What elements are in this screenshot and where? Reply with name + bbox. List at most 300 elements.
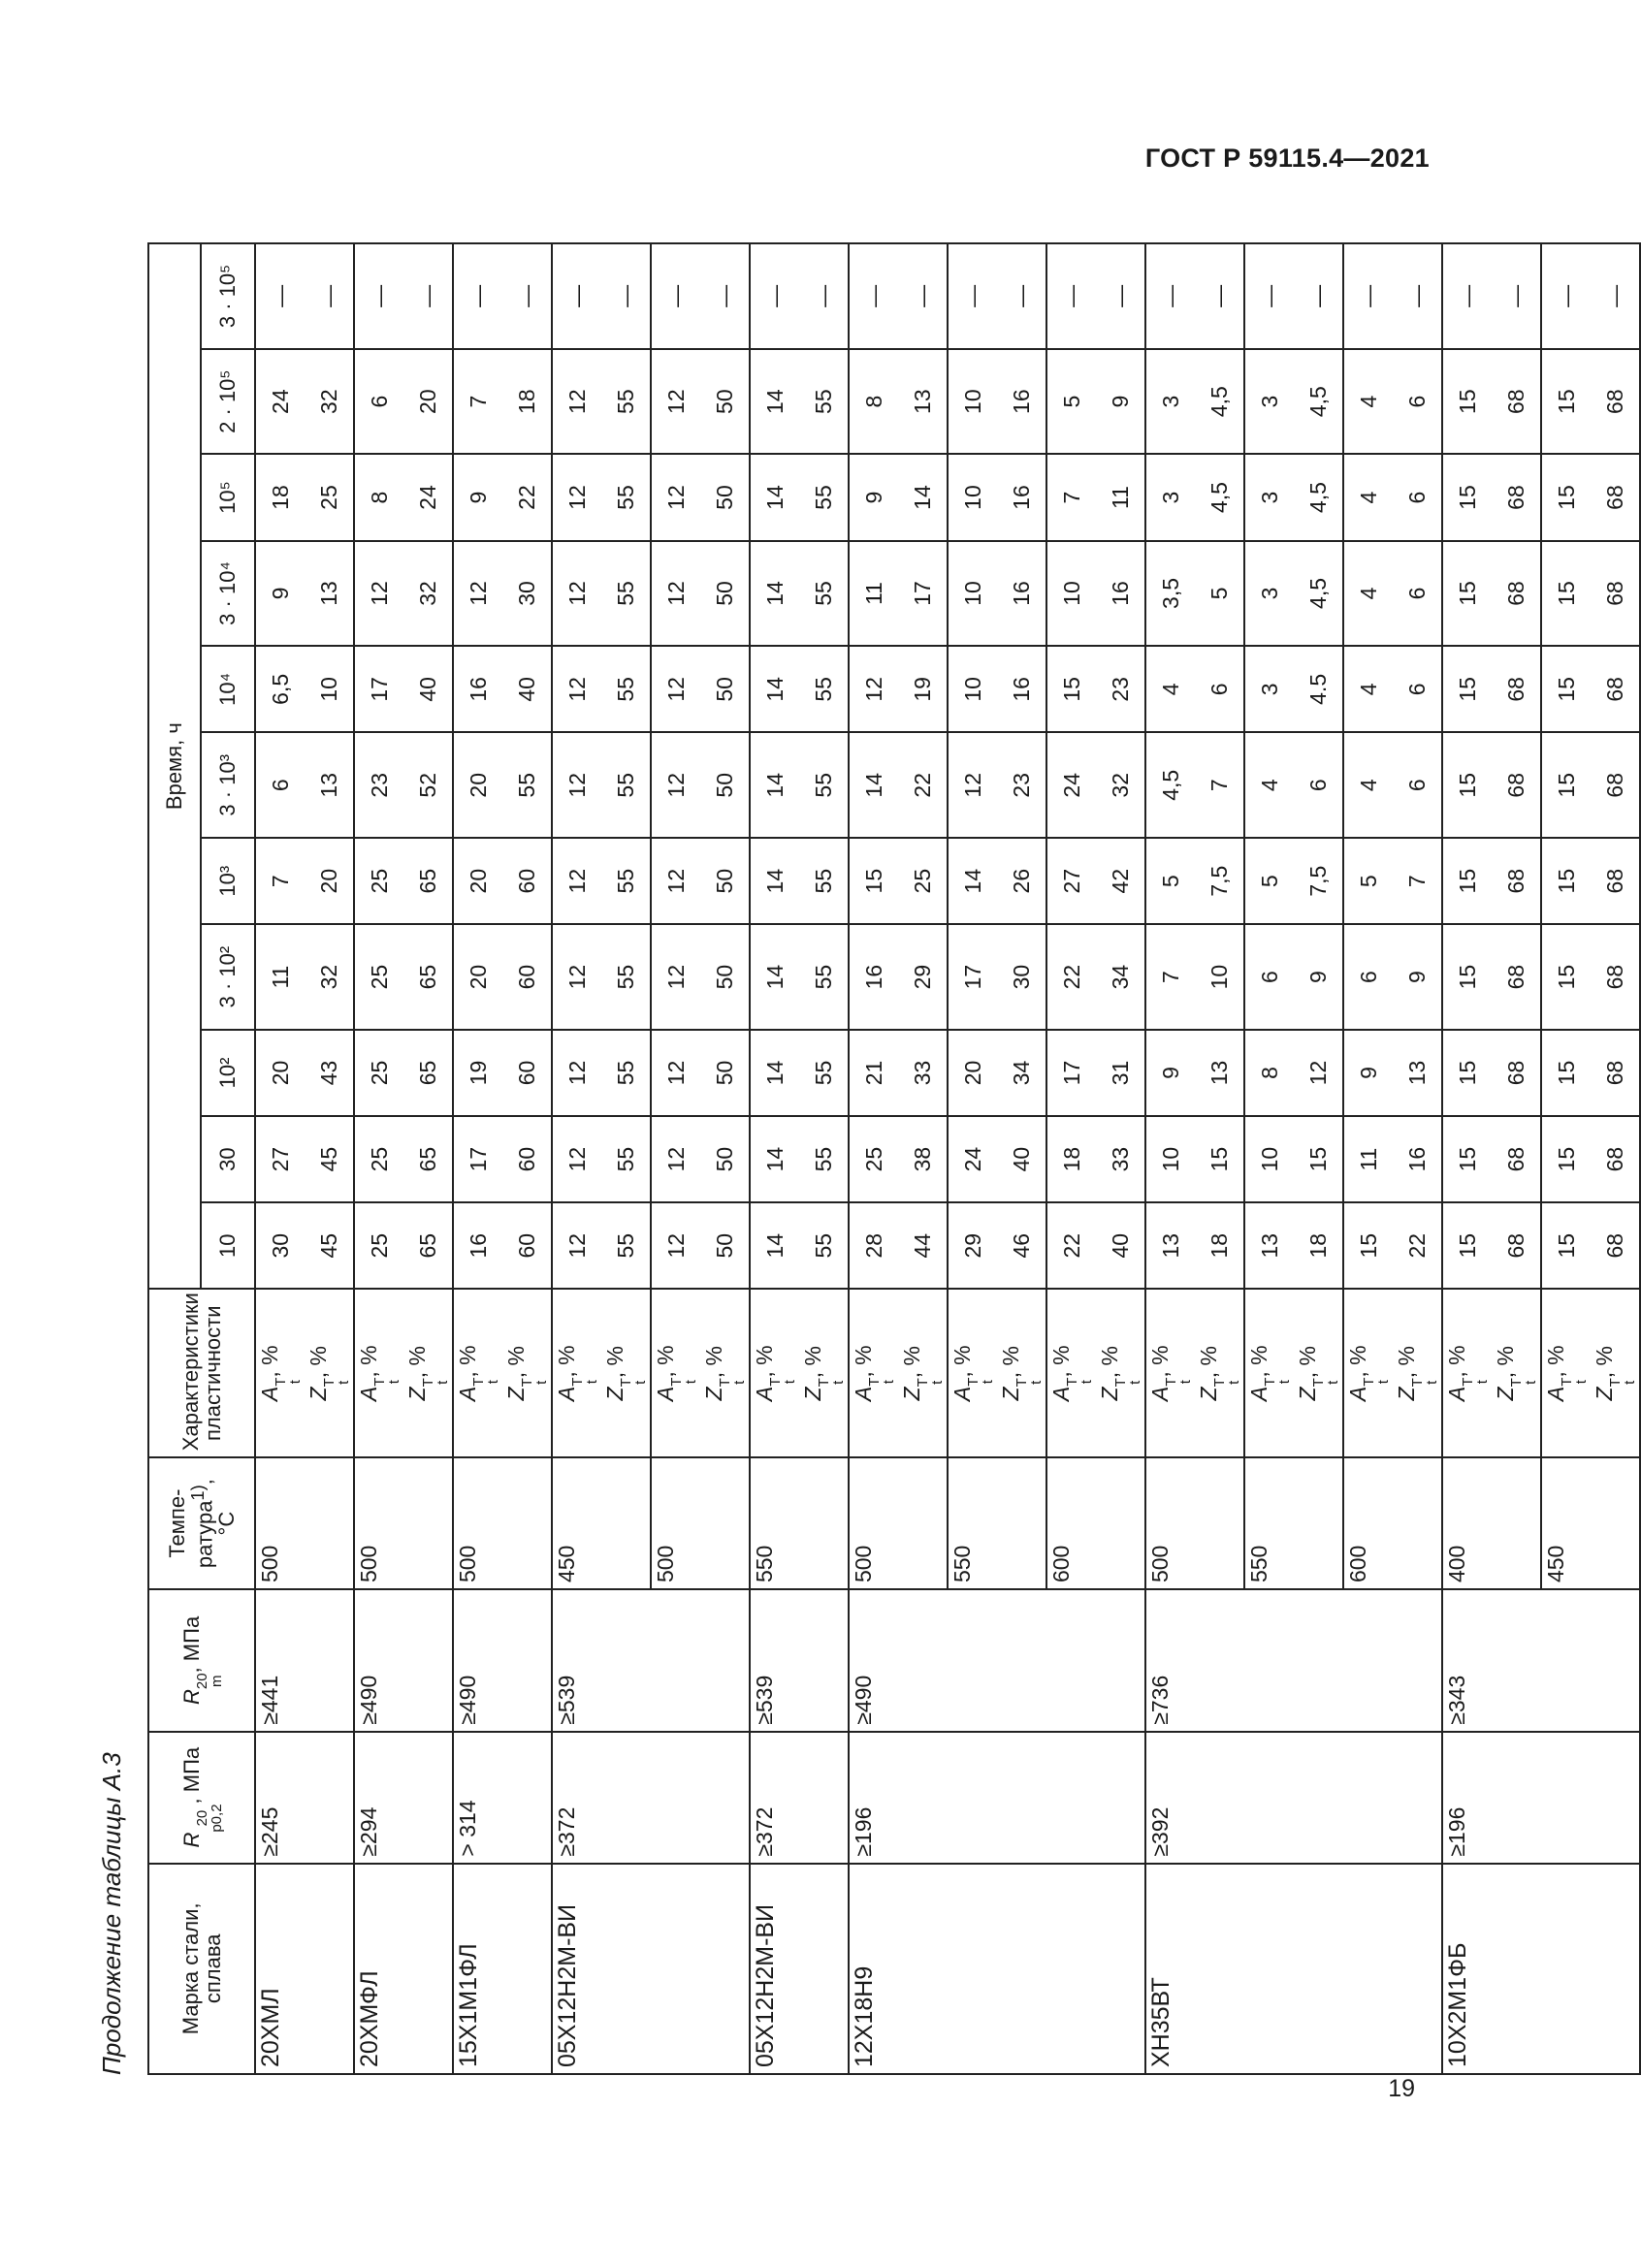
cell-a-value: 28 (849, 1202, 898, 1289)
cell-a-value: 10 (948, 541, 997, 647)
cell-z-value: 6 (1393, 732, 1442, 838)
cell-z-value: 60 (502, 1116, 552, 1202)
cell-a-value: 4 (1145, 646, 1195, 732)
time-header-7: 3 · 10⁴ (201, 541, 255, 647)
time-header-4: 10³ (201, 838, 255, 924)
cell-z-value: 68 (1492, 924, 1541, 1030)
cell-a-value: 14 (750, 732, 799, 838)
cell-z-value: 6 (1393, 349, 1442, 455)
cell-a-label: A T t , % (1244, 1289, 1294, 1457)
cell-z-value: 9 (1393, 924, 1442, 1030)
cell-z-value: 16 (997, 646, 1046, 732)
cell-grade: 12Х18Н9 (849, 1864, 948, 2074)
cell-a-value: 25 (354, 924, 403, 1030)
cell-a-value: 15 (1442, 454, 1492, 540)
cell-a-value: 15 (1541, 924, 1591, 1030)
col-plasticity-header: Характеристики пластичности (148, 1289, 255, 1457)
table-row (453, 243, 502, 2074)
cell-z-value: 25 (305, 454, 354, 540)
cell-a-value: 15 (1442, 1030, 1492, 1116)
cell-a-value: 17 (354, 646, 403, 732)
cell-a-value: 15 (1541, 1030, 1591, 1116)
cell-z-value: 68 (1492, 1116, 1541, 1202)
z-symbol: Z T t (503, 1378, 550, 1401)
table-row (750, 243, 799, 2074)
cell-z-value: 6 (1294, 732, 1343, 838)
cell-z-value: 68 (1492, 1030, 1541, 1116)
cell-rm: ≥441 (255, 1589, 354, 1732)
cell-a-value: 6 (255, 732, 305, 838)
cell-z-value: 20 (305, 838, 354, 924)
cell-a-value: 4 (1343, 541, 1393, 647)
cell-a-value: 12 (552, 1116, 601, 1202)
cell-a-label: A T t , % (849, 1289, 898, 1457)
cell-z-value: 16 (997, 541, 1046, 647)
cell-rp: > 314 (453, 1732, 552, 1864)
cell-z-value: 68 (1492, 541, 1541, 647)
cell-z-value: 23 (1096, 646, 1145, 732)
time-header-3: 3 · 10² (201, 924, 255, 1030)
cell-z-value: 5 (1195, 541, 1244, 647)
time-header-2: 10² (201, 1030, 255, 1116)
a-symbol: A T t (1345, 1377, 1392, 1402)
cell-a-value: 15 (1442, 541, 1492, 647)
cell-z-value: 68 (1591, 1030, 1640, 1116)
cell-z-value: 13 (898, 349, 948, 455)
cell-a-value: 23 (354, 732, 403, 838)
cell-z-value: 30 (502, 541, 552, 647)
cell-z-value: 12 (1294, 1030, 1343, 1116)
cell-temp: 500 (354, 1457, 453, 1589)
cell-a-value: — (1046, 243, 1096, 349)
a-symbol: A T t (1246, 1377, 1293, 1402)
cell-z-value: 33 (898, 1030, 948, 1116)
cell-a-value: 24 (948, 1116, 997, 1202)
cell-temp: 500 (255, 1457, 354, 1589)
col-rp-header: R 20 p0,2 , МПа (148, 1732, 255, 1864)
cell-z-value: 50 (700, 349, 750, 455)
cell-z-value: 68 (1591, 454, 1640, 540)
cell-z-label: Z T t , % (700, 1289, 750, 1457)
cell-z-value: 68 (1492, 454, 1541, 540)
cell-a-value: 15 (1541, 349, 1591, 455)
cell-a-value: 7 (453, 349, 502, 455)
cell-z-value: 16 (1096, 541, 1145, 647)
cell-z-value: 50 (700, 1116, 750, 1202)
a-symbol: A T t (851, 1377, 897, 1402)
cell-temp: 550 (1244, 1457, 1343, 1589)
cell-z-value: 68 (1591, 349, 1640, 455)
cell-z-value: 13 (305, 541, 354, 647)
cell-z-value: 13 (1393, 1030, 1442, 1116)
cell-z-value: 22 (898, 732, 948, 838)
cell-rp (1343, 1732, 1442, 1864)
cell-grade: ХН35ВТ (1145, 1864, 1244, 2074)
cell-a-value: 12 (948, 732, 997, 838)
cell-a-value: 16 (453, 646, 502, 732)
cell-a-label: A T t , % (255, 1289, 305, 1457)
cell-a-value: — (1541, 243, 1591, 349)
z-symbol: Z T t (1295, 1378, 1341, 1401)
cell-z-value: — (1195, 243, 1244, 349)
cell-grade (1343, 1864, 1442, 2074)
cell-grade: 10Х2М1ФБ (1442, 1864, 1541, 2074)
cell-a-value: 11 (255, 924, 305, 1030)
cell-z-value: 45 (305, 1202, 354, 1289)
cell-a-value: 3 (1244, 646, 1294, 732)
cell-z-value: 50 (700, 838, 750, 924)
col-rm-header: R 20 m , МПа (148, 1589, 255, 1732)
cell-a-value: 14 (750, 646, 799, 732)
cell-a-value: 8 (1244, 1030, 1294, 1116)
a-symbol: A T t (752, 1377, 798, 1402)
a-symbol: A T t (1543, 1377, 1590, 1402)
time-group-header: Время, ч (148, 243, 201, 1289)
z-symbol: Z T t (306, 1378, 352, 1401)
cell-a-value: 12 (651, 1202, 700, 1289)
z-symbol: Z T t (1097, 1378, 1143, 1401)
cell-a-value: 5 (1145, 838, 1195, 924)
cell-grade: 15Х1М1ФЛ (453, 1864, 552, 2074)
cell-a-value: 4 (1343, 646, 1393, 732)
cell-a-value: 15 (1541, 1202, 1591, 1289)
cell-z-value: 14 (898, 454, 948, 540)
cell-z-value: 4,5 (1195, 454, 1244, 540)
a-symbol: A T t (1444, 1377, 1491, 1402)
cell-a-value: 12 (651, 732, 700, 838)
cell-z-value: 40 (502, 646, 552, 732)
cell-z-value: 4,5 (1294, 349, 1343, 455)
cell-z-value: 68 (1492, 732, 1541, 838)
a-symbol: A T t (455, 1377, 501, 1402)
cell-a-value: — (453, 243, 502, 349)
cell-rm (1244, 1589, 1343, 1732)
cell-rp (948, 1732, 1046, 1864)
cell-z-label: Z T t , % (601, 1289, 651, 1457)
cell-z-value: 55 (799, 838, 849, 924)
cell-rp: ≥294 (354, 1732, 453, 1864)
cell-a-value: 3,5 (1145, 541, 1195, 647)
cell-grade (1541, 1864, 1640, 2074)
cell-a-value: 7 (1046, 454, 1096, 540)
cell-grade (948, 1864, 1046, 2074)
cell-a-value: 7 (255, 838, 305, 924)
time-header-9: 2 · 10⁵ (201, 349, 255, 455)
cell-rp: ≥196 (1442, 1732, 1541, 1864)
cell-z-value: 50 (700, 454, 750, 540)
cell-a-value: 6 (1343, 924, 1393, 1030)
cell-a-value: 12 (552, 646, 601, 732)
cell-z-label: Z T t , % (1195, 1289, 1244, 1457)
cell-z-value: 16 (997, 349, 1046, 455)
cell-z-value: 15 (1294, 1116, 1343, 1202)
cell-a-value: 4 (1343, 454, 1393, 540)
cell-z-value: 23 (997, 732, 1046, 838)
cell-temp: 600 (1046, 1457, 1145, 1589)
cell-a-value: 16 (849, 924, 898, 1030)
cell-a-value: 15 (1046, 646, 1096, 732)
cell-z-value: 55 (601, 454, 651, 540)
cell-z-value: 40 (403, 646, 453, 732)
cell-z-value: 55 (601, 1030, 651, 1116)
time-header-8: 10⁵ (201, 454, 255, 540)
cell-z-value: — (997, 243, 1046, 349)
cell-z-value: 22 (1393, 1202, 1442, 1289)
cell-z-value: 55 (601, 541, 651, 647)
table-row (255, 243, 305, 2074)
cell-z-value: 50 (700, 924, 750, 1030)
cell-z-value: 4,5 (1195, 349, 1244, 455)
cell-a-value: 12 (651, 1030, 700, 1116)
cell-z-label: Z T t , % (502, 1289, 552, 1457)
cell-a-value: 25 (354, 838, 403, 924)
cell-z-value: 68 (1492, 838, 1541, 924)
cell-a-value: 18 (1046, 1116, 1096, 1202)
cell-a-value: 12 (651, 541, 700, 647)
cell-z-value: — (403, 243, 453, 349)
cell-z-value: 18 (1294, 1202, 1343, 1289)
cell-z-value: 16 (997, 454, 1046, 540)
col-temp-header: Темпе- ратура$^{1)}$, °С (148, 1457, 255, 1589)
cell-a-value: 12 (552, 732, 601, 838)
cell-a-value: 24 (255, 349, 305, 455)
cell-a-value: 4 (1244, 732, 1294, 838)
cell-z-value: 13 (305, 732, 354, 838)
cell-z-value: — (1492, 243, 1541, 349)
cell-a-value: 14 (750, 1202, 799, 1289)
cell-a-value: 15 (1541, 454, 1591, 540)
cell-z-value: — (305, 243, 354, 349)
cell-rm: ≥490 (354, 1589, 453, 1732)
cell-z-value: 20 (403, 349, 453, 455)
cell-temp: 400 (1442, 1457, 1541, 1589)
cell-a-value: 30 (255, 1202, 305, 1289)
cell-a-value: — (948, 243, 997, 349)
cell-z-value: 9 (1294, 924, 1343, 1030)
cell-a-value: 14 (750, 541, 799, 647)
cell-a-value: 17 (453, 1116, 502, 1202)
cell-a-label: A T t , % (453, 1289, 502, 1457)
z-symbol: Z T t (899, 1378, 946, 1401)
cell-z-value: 55 (799, 1116, 849, 1202)
cell-a-value: 15 (1442, 646, 1492, 732)
cell-z-value: 55 (799, 1202, 849, 1289)
cell-a-value: 12 (552, 838, 601, 924)
cell-z-label: Z T t , % (898, 1289, 948, 1457)
cell-a-value: 9 (255, 541, 305, 647)
cell-z-value: 52 (403, 732, 453, 838)
cell-z-value: 34 (997, 1030, 1046, 1116)
cell-temp: 500 (651, 1457, 750, 1589)
cell-z-value: 32 (403, 541, 453, 647)
cell-z-value: 60 (502, 924, 552, 1030)
cell-a-value: — (1442, 243, 1492, 349)
cell-a-value: 14 (750, 1030, 799, 1116)
cell-grade (1244, 1864, 1343, 2074)
cell-a-value: 13 (1244, 1202, 1294, 1289)
z-symbol: Z T t (1196, 1378, 1242, 1401)
cell-z-value: 50 (700, 541, 750, 647)
cell-a-value: 10 (948, 646, 997, 732)
cell-z-value: 6 (1195, 646, 1244, 732)
cell-z-value: — (799, 243, 849, 349)
cell-a-value: 22 (1046, 924, 1096, 1030)
cell-a-value: 15 (1541, 646, 1591, 732)
cell-a-value: 12 (552, 541, 601, 647)
cell-temp: 500 (1145, 1457, 1244, 1589)
cell-z-value: 68 (1591, 541, 1640, 647)
cell-z-value: 32 (305, 349, 354, 455)
cell-a-value: 12 (849, 646, 898, 732)
cell-z-value: 68 (1591, 838, 1640, 924)
cell-grade: 05Х12Н2М-ВИ (750, 1864, 849, 2074)
cell-z-value: 33 (1096, 1116, 1145, 1202)
cell-a-value: 10 (948, 349, 997, 455)
cell-rm: ≥539 (552, 1589, 651, 1732)
cell-z-value: 13 (1195, 1030, 1244, 1116)
cell-temp: 550 (948, 1457, 1046, 1589)
cell-a-value: 12 (453, 541, 502, 647)
cell-a-value: 15 (1541, 541, 1591, 647)
cell-z-value: 24 (403, 454, 453, 540)
cell-z-value: 55 (502, 732, 552, 838)
cell-rm: ≥539 (750, 1589, 849, 1732)
cell-a-value: 20 (948, 1030, 997, 1116)
cell-a-value: 22 (1046, 1202, 1096, 1289)
a-symbol: A T t (949, 1377, 996, 1402)
cell-z-value: — (898, 243, 948, 349)
cell-a-value: 12 (651, 454, 700, 540)
cell-a-value: 6,5 (255, 646, 305, 732)
table-row (552, 243, 601, 2074)
cell-a-value: — (750, 243, 799, 349)
cell-a-value: 25 (849, 1116, 898, 1202)
cell-z-value: 4.5 (1294, 646, 1343, 732)
cell-a-label: A T t , % (1145, 1289, 1195, 1457)
cell-z-label: Z T t , % (1591, 1289, 1640, 1457)
cell-a-value: 12 (651, 924, 700, 1030)
cell-rp: ≥372 (750, 1732, 849, 1864)
cell-z-value: 55 (601, 1202, 651, 1289)
cell-z-value: 38 (898, 1116, 948, 1202)
cell-z-value: 6 (1393, 541, 1442, 647)
cell-a-value: — (1244, 243, 1294, 349)
cell-z-value: 9 (1096, 349, 1145, 455)
cell-a-label: A T t , % (354, 1289, 403, 1457)
cell-rm (651, 1589, 750, 1732)
cell-a-value: 25 (354, 1030, 403, 1116)
cell-a-value: 15 (1541, 732, 1591, 838)
cell-z-value: 11 (1096, 454, 1145, 540)
cell-a-value: 15 (849, 838, 898, 924)
cell-a-value: 25 (354, 1116, 403, 1202)
z-symbol: Z T t (602, 1378, 649, 1401)
cell-a-value: 14 (849, 732, 898, 838)
cell-a-value: 7 (1145, 924, 1195, 1030)
cell-a-value: 8 (849, 349, 898, 455)
cell-a-value: 24 (1046, 732, 1096, 838)
rotated-table-block (97, 233, 1638, 2075)
cell-z-value: 44 (898, 1202, 948, 1289)
cell-z-label: Z T t , % (799, 1289, 849, 1457)
z-symbol: Z T t (1592, 1378, 1638, 1401)
cell-a-value: 15 (1442, 1116, 1492, 1202)
cell-a-value: 15 (1442, 1202, 1492, 1289)
cell-z-value: 68 (1591, 1202, 1640, 1289)
cell-z-value: 19 (898, 646, 948, 732)
cell-z-value: 60 (502, 1202, 552, 1289)
cell-a-label: A T t , % (1046, 1289, 1096, 1457)
cell-a-label: A T t , % (948, 1289, 997, 1457)
time-header-0: 10 (201, 1202, 255, 1289)
cell-z-value: 25 (898, 838, 948, 924)
cell-a-value: 10 (1244, 1116, 1294, 1202)
table-row (849, 243, 898, 2074)
cell-a-value: 27 (1046, 838, 1096, 924)
cell-a-value: 4,5 (1145, 732, 1195, 838)
table-caption: Продолжение таблицы А.3 (97, 1752, 126, 2075)
a-symbol: A T t (554, 1377, 600, 1402)
cell-z-label: Z T t , % (1294, 1289, 1343, 1457)
cell-a-value: 15 (1541, 1116, 1591, 1202)
cell-a-value: 4 (1343, 349, 1393, 455)
cell-a-value: 17 (1046, 1030, 1096, 1116)
cell-rp (651, 1732, 750, 1864)
cell-a-value: 5 (1046, 349, 1096, 455)
table-row (1046, 243, 1096, 2074)
cell-a-value: 11 (849, 541, 898, 647)
cell-a-value: — (255, 243, 305, 349)
cell-z-value: 40 (997, 1116, 1046, 1202)
cell-a-value: 6 (354, 349, 403, 455)
cell-a-value: 3 (1145, 454, 1195, 540)
cell-a-value: — (552, 243, 601, 349)
cell-z-value: 60 (502, 1030, 552, 1116)
cell-z-value: — (1294, 243, 1343, 349)
cell-z-value: 55 (601, 732, 651, 838)
cell-a-value: 27 (255, 1116, 305, 1202)
cell-z-value: 68 (1591, 732, 1640, 838)
cell-a-value: 15 (1442, 732, 1492, 838)
cell-temp: 600 (1343, 1457, 1442, 1589)
cell-a-value: 9 (453, 454, 502, 540)
cell-z-value: 50 (700, 732, 750, 838)
z-symbol: Z T t (998, 1378, 1045, 1401)
cell-z-value: 40 (1096, 1202, 1145, 1289)
cell-z-value: 65 (403, 1202, 453, 1289)
cell-z-value: 55 (799, 349, 849, 455)
cell-a-value: 14 (750, 349, 799, 455)
cell-rm: ≥490 (849, 1589, 948, 1732)
cell-a-value: 12 (552, 1202, 601, 1289)
cell-temp: 450 (1541, 1457, 1640, 1589)
cell-a-value: 20 (255, 1030, 305, 1116)
cell-a-value: 10 (1046, 541, 1096, 647)
time-header-1: 30 (201, 1116, 255, 1202)
cell-a-value: 4 (1343, 732, 1393, 838)
cell-rm: ≥736 (1145, 1589, 1244, 1732)
cell-z-value: 18 (502, 349, 552, 455)
cell-rp (1244, 1732, 1343, 1864)
z-symbol: Z T t (1394, 1378, 1440, 1401)
cell-z-value: — (502, 243, 552, 349)
table-row (1442, 243, 1492, 2074)
cell-a-label: A T t , % (1541, 1289, 1591, 1457)
cell-a-value: 15 (1541, 838, 1591, 924)
cell-a-value: 12 (651, 1116, 700, 1202)
cell-z-value: 50 (700, 1030, 750, 1116)
cell-z-value: 4,5 (1294, 454, 1343, 540)
